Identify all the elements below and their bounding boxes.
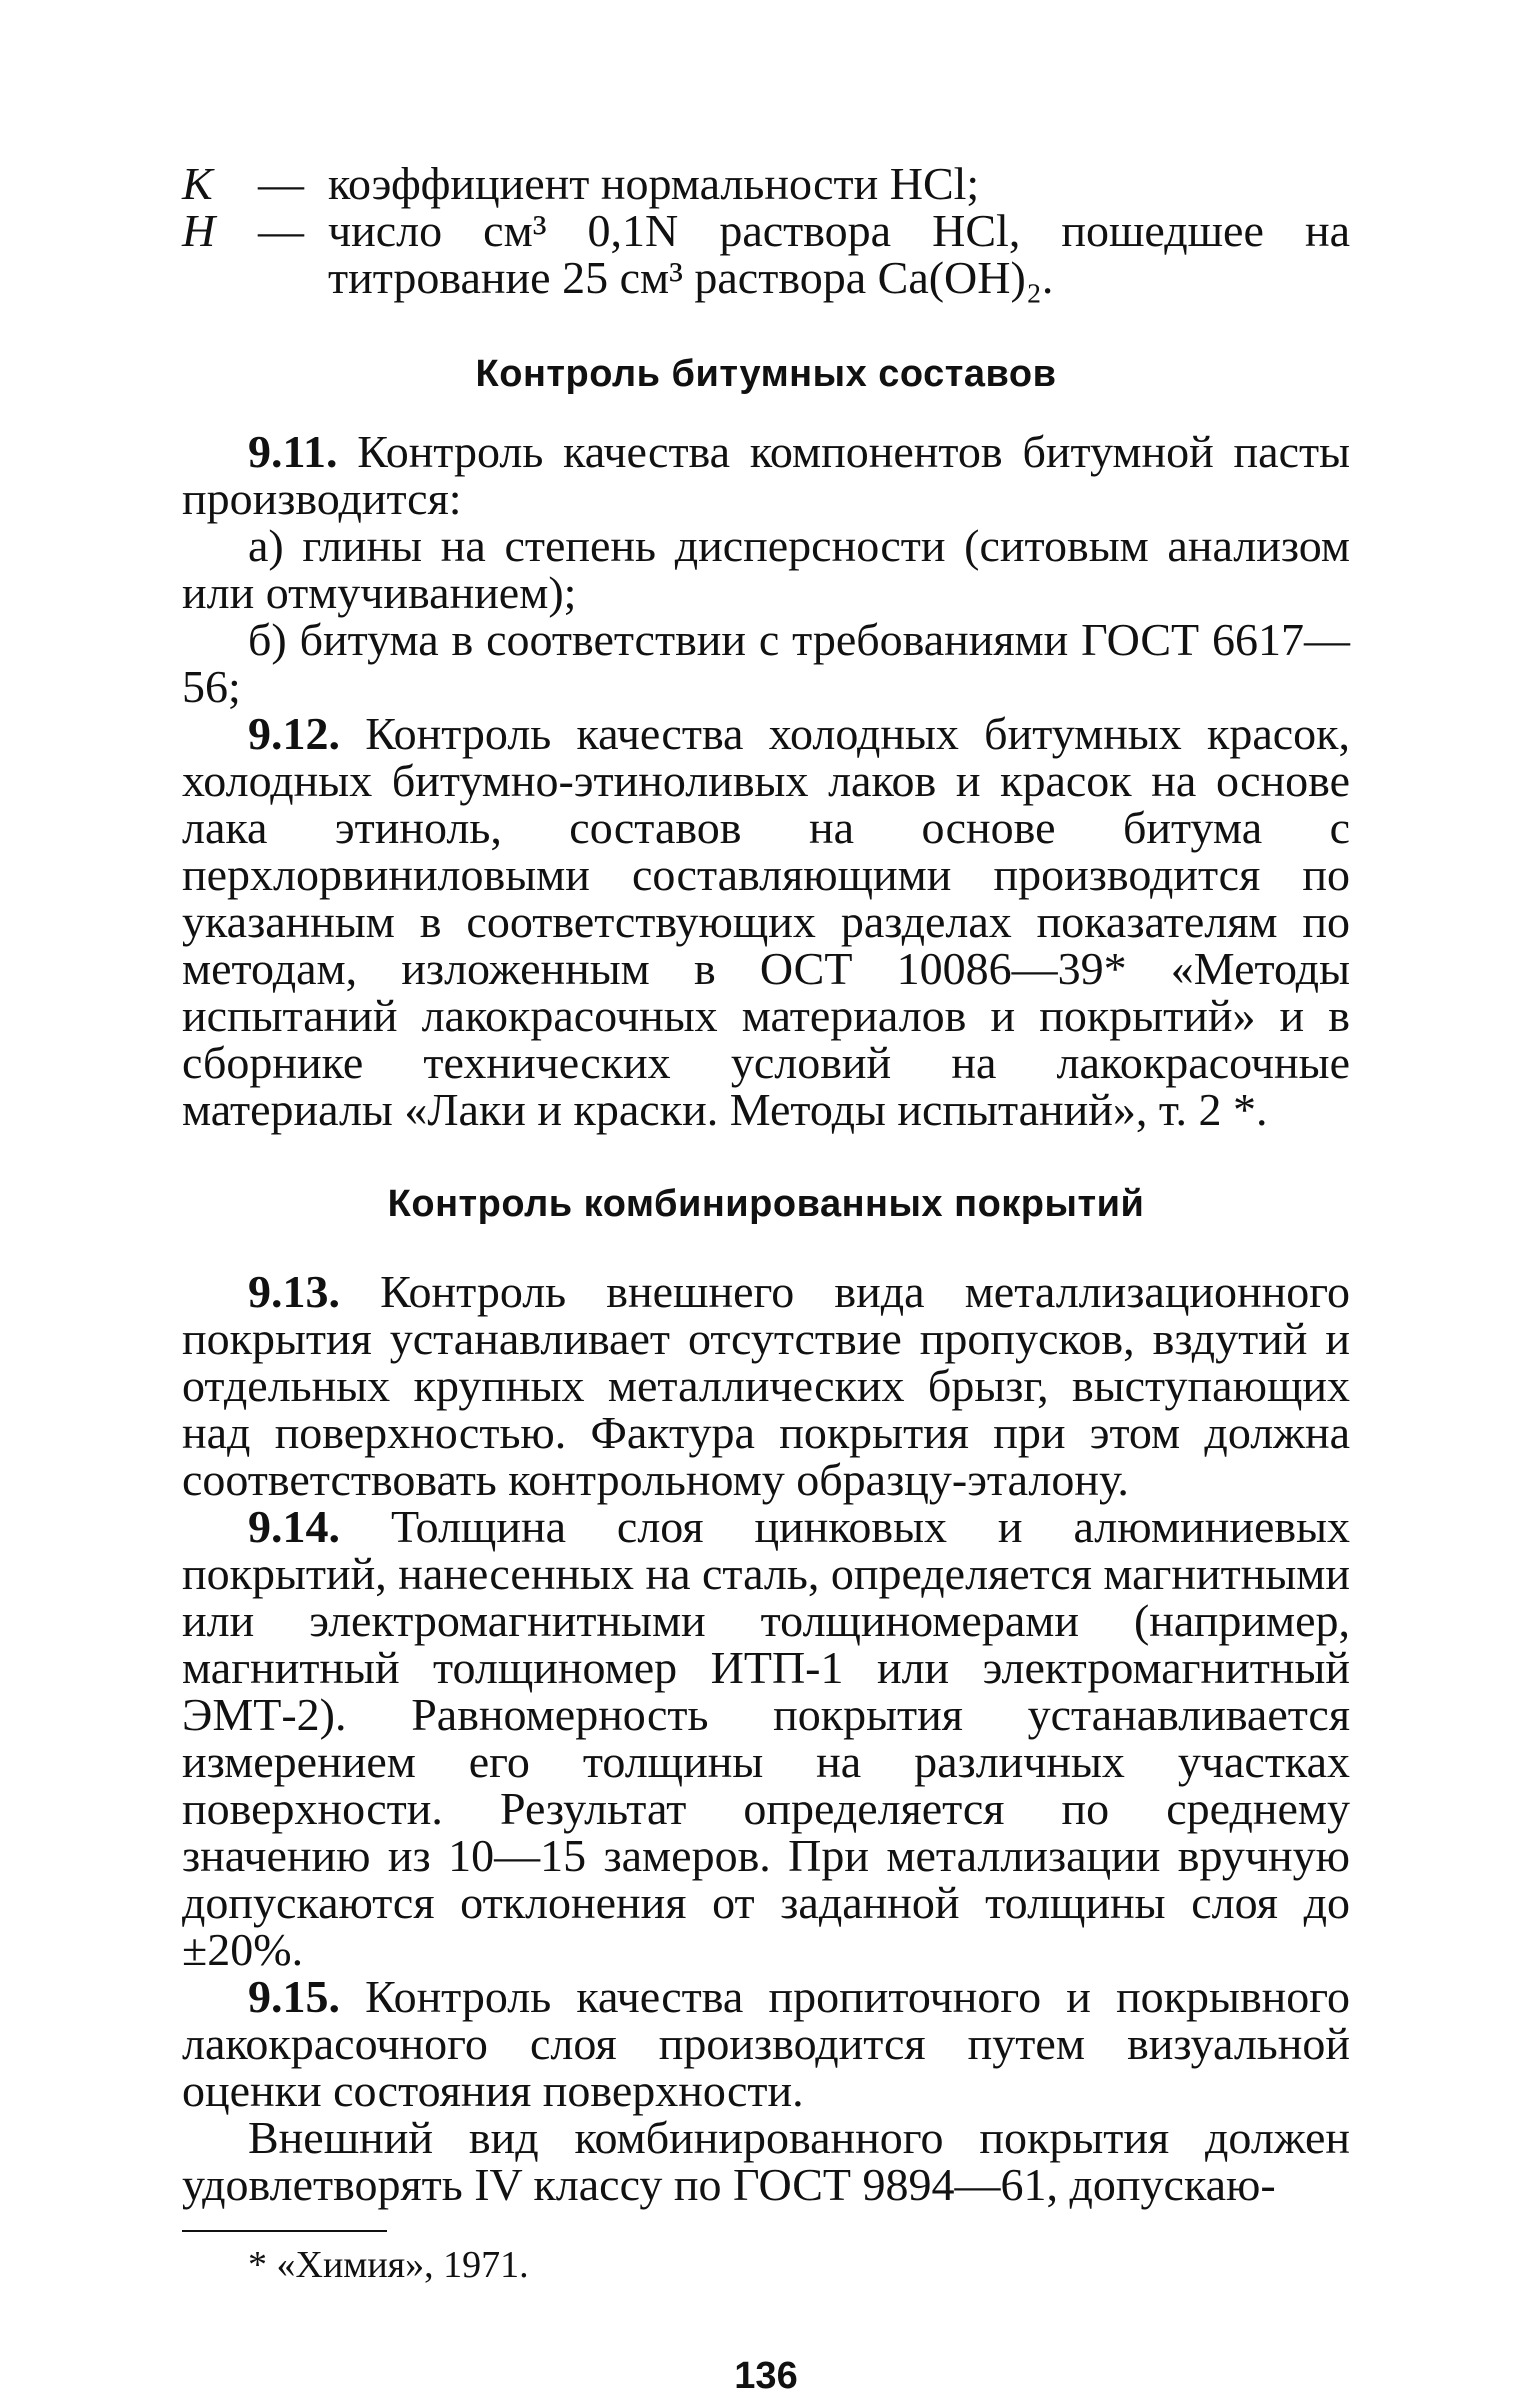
definition-dash: —: [258, 158, 304, 209]
paragraph-text: Контроль качества холодных битумных красок, холодных битумно-этиноливых лаков и красок на основе лака этиноль, составов на основе битума с перхлорвиниловыми составляющими производится по указанным в соответствующих разделах показателям по методам, изложенным в ОСТ 10086—39* «Методы испытаний лакокрасочных материалов и покрытий» и в сборнике технических условий на лакокрасочные материалы «Лаки и краски. Методы испытаний», т. 2 *.: [182, 708, 1350, 1135]
paragraph-number: 9.15.: [248, 1971, 340, 2022]
page-number: 136: [734, 2355, 798, 2397]
list-item-b: б) битума в соответствии с требованиями ГОСТ 6617—56;: [182, 614, 1350, 712]
paragraph-text: Контроль внешнего вида металлизационного покрытия устанавливает отсутствие пропусков, вздутий и отдельных крупных металлических брызг, выступающих над поверхностью. Фактура покрытия при этом должна соответствовать контрольному образцу-эталону.: [182, 1266, 1351, 1505]
paragraph-text: Контроль качества компонентов битумной пасты производится:: [182, 426, 1351, 524]
paragraph-last: Внешний вид комбинированного покрытия должен удовлетворять IV классу по ГОСТ 9894—61, допускаю-: [182, 2112, 1350, 2210]
paragraph-9-11: [182, 428, 1350, 522]
section-heading-bitumen: Контроль битумных составов: [475, 353, 1057, 395]
paragraph-9-14: [182, 1503, 1350, 1973]
list-item-a: а) глины на степень дисперсности (ситовым анализом или отмучиванием);: [182, 520, 1350, 618]
paragraph-9-13: [182, 1268, 1350, 1503]
definition-k: [182, 160, 1350, 207]
footnote: * «Химия», 1971.: [248, 2244, 529, 2286]
paragraph-number: 9.11.: [248, 426, 338, 477]
footnote-divider: [182, 2230, 387, 2232]
definition-h: [182, 207, 1350, 254]
paragraph-9-12: [182, 710, 1350, 1133]
paragraph-number: 9.12.: [248, 708, 340, 759]
page-content: [182, 160, 1350, 2400]
paragraph-number: 9.14.: [248, 1501, 340, 1552]
paragraph-text: Толщина слоя цинковых и алюминиевых покрытий, нанесенных на сталь, определяется магнитными или электромагнитными толщиномерами (например, магнитный толщиномер ИТП-1 или электромагнитный ЭМТ-2). Равномерность покрытия устанавливается измерением его толщины на различных участках поверхности. Результат определяется по среднему значению из 10—15 замеров. При металлизации вручную допускаются отклонения от заданной толщины слоя до ±20%.: [182, 1501, 1351, 1975]
paragraph-number: 9.13.: [248, 1266, 340, 1317]
definition-symbol: H: [182, 205, 216, 256]
definition-text: число см³ 0,1N раствора HCl, пошедшее на: [328, 205, 1350, 256]
paragraph-text: Контроль качества пропиточного и покрывного лакокрасочного слоя производится путем визуальной оценки состояния поверхности.: [182, 1971, 1350, 2116]
paragraph-9-15: [182, 1973, 1350, 2114]
definition-symbol: K: [182, 158, 213, 209]
definition-dash: —: [258, 205, 304, 256]
definition-continuation: титрование 25 см³ раствора Ca(OH)₂.: [328, 252, 1054, 303]
definition-text: коэффициент нормальности HCl;: [328, 158, 980, 209]
section-heading-combined: Контроль комбинированных покрытий: [387, 1183, 1145, 1225]
